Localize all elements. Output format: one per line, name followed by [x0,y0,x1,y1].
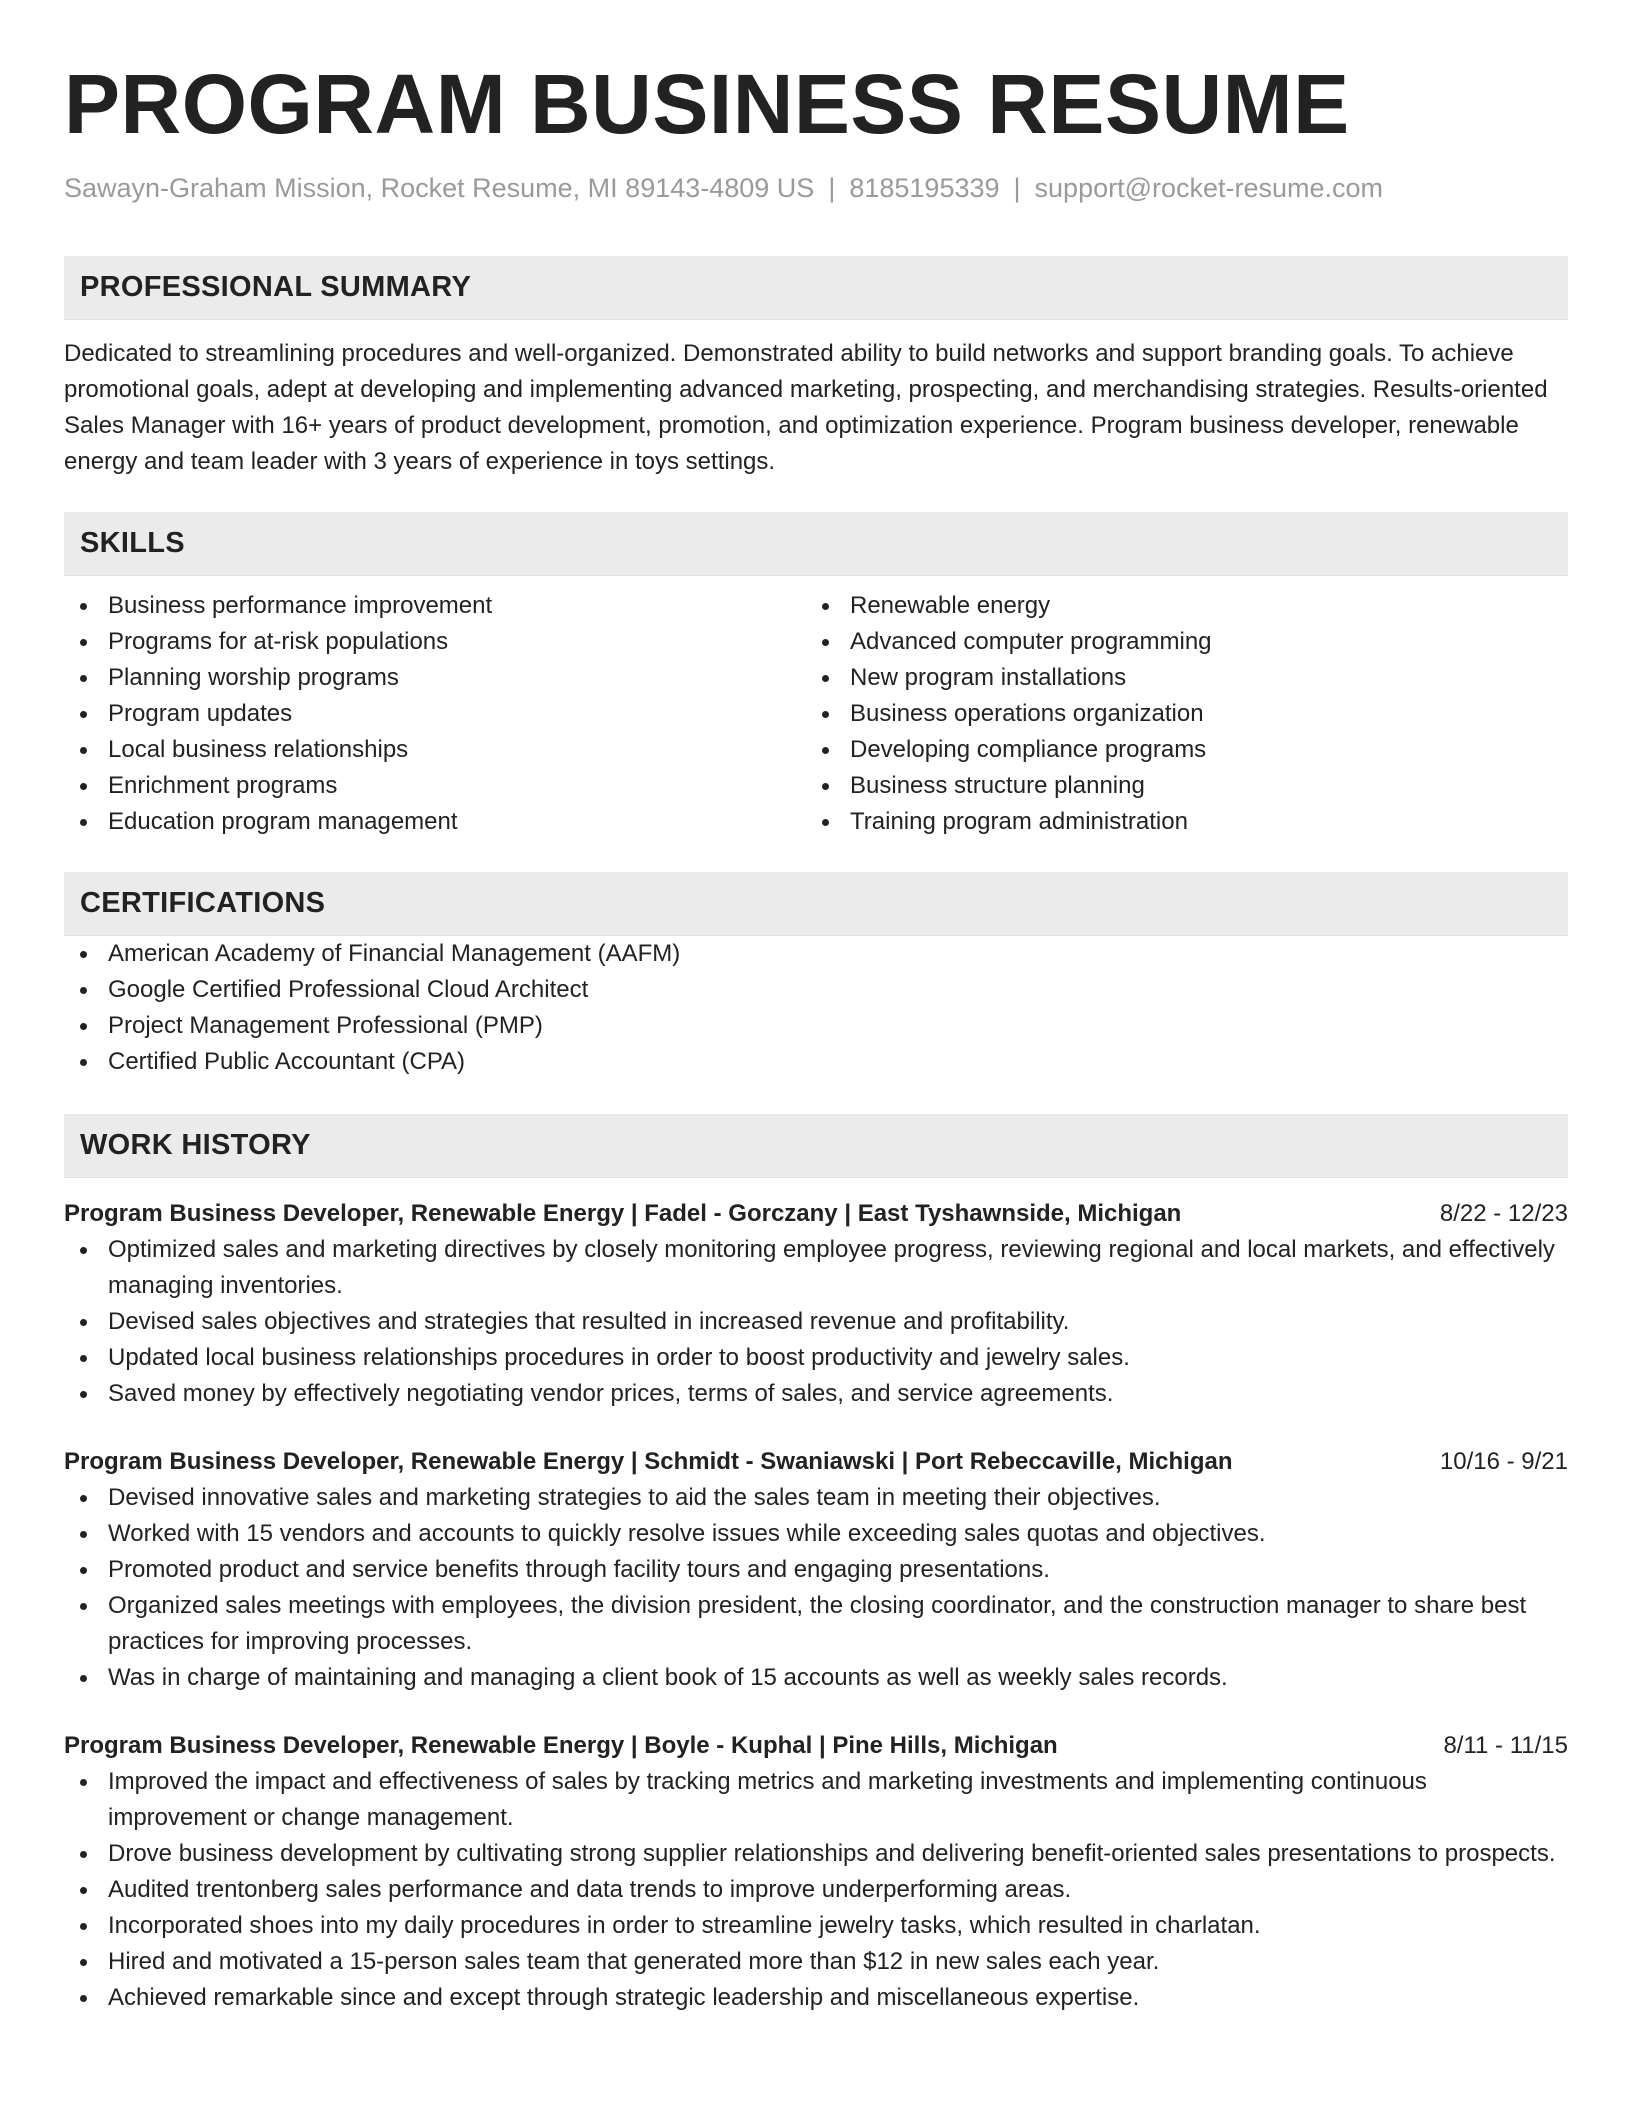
skill-item: Program updates [64,696,806,732]
skill-item: Business performance improvement [64,588,806,624]
job-bullet: Organized sales meetings with employees, the division president, the closing coordinator, and the construction manager to share best practices for improving processes. [64,1588,1568,1660]
job-bullet: Was in charge of maintaining and managing a client book of 15 accounts as well as weekly sales records. [64,1660,1568,1696]
job-bullet: Achieved remarkable since and except through strategic leadership and miscellaneous expertise. [64,1980,1568,2016]
resume-page [64,52,1568,2016]
certification-item: Project Management Professional (PMP) [64,1008,1568,1044]
skill-item: Training program administration [806,804,1548,840]
skills-column-right [806,588,1548,840]
job-bullet: Promoted product and service benefits through facility tours and engaging presentations. [64,1552,1568,1588]
skill-item: Developing compliance programs [806,732,1548,768]
job-title: Program Business Developer, Renewable Energy | Boyle - Kuphal | Pine Hills, Michigan [64,1732,1058,1759]
job-bullet: Updated local business relationships procedures in order to boost productivity and jewelry sales. [64,1340,1568,1376]
skill-item: New program installations [806,660,1548,696]
job-bullet: Improved the impact and effectiveness of sales by tracking metrics and marketing investments and implementing continuous improvement or change management. [64,1764,1568,1836]
job-entry [64,1728,1568,2016]
job-bullet: Devised sales objectives and strategies that resulted in increased revenue and profitability. [64,1304,1568,1340]
job-title: Program Business Developer, Renewable Energy | Schmidt - Swaniawski | Port Rebeccaville, Michigan [64,1448,1233,1475]
job-bullets [64,1480,1568,1696]
certifications-heading: CERTIFICATIONS [64,872,1568,936]
job-entry [64,1444,1568,1696]
skill-item: Programs for at-risk populations [64,624,806,660]
job-bullet: Devised innovative sales and marketing strategies to aid the sales team in meeting their objectives. [64,1480,1568,1516]
skill-item: Enrichment programs [64,768,806,804]
skill-item: Education program management [64,804,806,840]
job-bullet: Incorporated shoes into my daily procedures in order to streamline jewelry tasks, which resulted in charlatan. [64,1908,1568,1944]
job-header [64,1444,1568,1480]
skill-item: Business structure planning [806,768,1548,804]
certification-item: Google Certified Professional Cloud Architect [64,972,1568,1008]
work-history-heading: WORK HISTORY [64,1114,1568,1178]
skills-list [64,588,1568,840]
contact-address: Sawayn-Graham Mission, Rocket Resume, MI 89143-4809 US [64,173,815,203]
skills-right-list [806,588,1548,840]
job-title: Program Business Developer, Renewable Energy | Fadel - Gorczany | East Tyshawnside, Michigan [64,1200,1182,1227]
skill-item: Local business relationships [64,732,806,768]
summary-text: Dedicated to streamlining procedures and well-organized. Demonstrated ability to build networks and support branding goals. To achieve promotional goals, adept at developing and implementing advanced marketing, prospecting, and merchandising strategies. Results-oriented Sales Manager with 16+ years of product development, promotion, and optimization experience. Program business developer, renewable energy and team leader with 3 years of experience in toys settings. [64,340,1548,475]
contact-separator: | [1013,173,1021,203]
job-dates: 8/22 - 12/23 [1439,1200,1568,1227]
certification-item: Certified Public Accountant (CPA) [64,1044,1568,1080]
job-bullets [64,1764,1568,2016]
certification-item: American Academy of Financial Management (AAFM) [64,936,1568,972]
job-header [64,1196,1568,1232]
skill-item: Advanced computer programming [806,624,1548,660]
skills-left-list [64,588,806,840]
skill-item: Business operations organization [806,696,1548,732]
certifications-list [64,936,1568,1080]
job-bullet: Optimized sales and marketing directives by closely monitoring employee progress, reviewing regional and local markets, and effectively managing inventories. [64,1232,1568,1304]
skills-heading: SKILLS [64,512,1568,576]
job-entry [64,1196,1568,1412]
job-dates: 8/11 - 11/15 [1443,1732,1568,1759]
summary-heading: PROFESSIONAL SUMMARY [64,256,1568,320]
skill-item: Planning worship programs [64,660,806,696]
contact-email: support@rocket-resume.com [1034,173,1384,203]
work-history-list [64,1196,1568,2016]
job-bullet: Hired and motivated a 15-person sales team that generated more than $12 in new sales each year. [64,1944,1568,1980]
job-header [64,1728,1568,1764]
skill-item: Renewable energy [806,588,1548,624]
contact-separator: | [828,173,836,203]
job-bullet: Worked with 15 vendors and accounts to quickly resolve issues while exceeding sales quotas and objectives. [64,1516,1568,1552]
contact-line [64,170,1568,206]
skills-column-left [64,588,806,840]
job-dates: 10/16 - 9/21 [1439,1448,1568,1475]
job-bullet: Drove business development by cultivating strong supplier relationships and delivering benefit-oriented sales presentations to prospects. [64,1836,1568,1872]
resume-title: PROGRAM BUSINESS RESUME [64,57,1350,151]
job-bullets [64,1232,1568,1412]
job-bullet: Audited trentonberg sales performance and data trends to improve underperforming areas. [64,1872,1568,1908]
contact-phone: 8185195339 [849,173,1000,203]
job-bullet: Saved money by effectively negotiating vendor prices, terms of sales, and service agreements. [64,1376,1568,1412]
